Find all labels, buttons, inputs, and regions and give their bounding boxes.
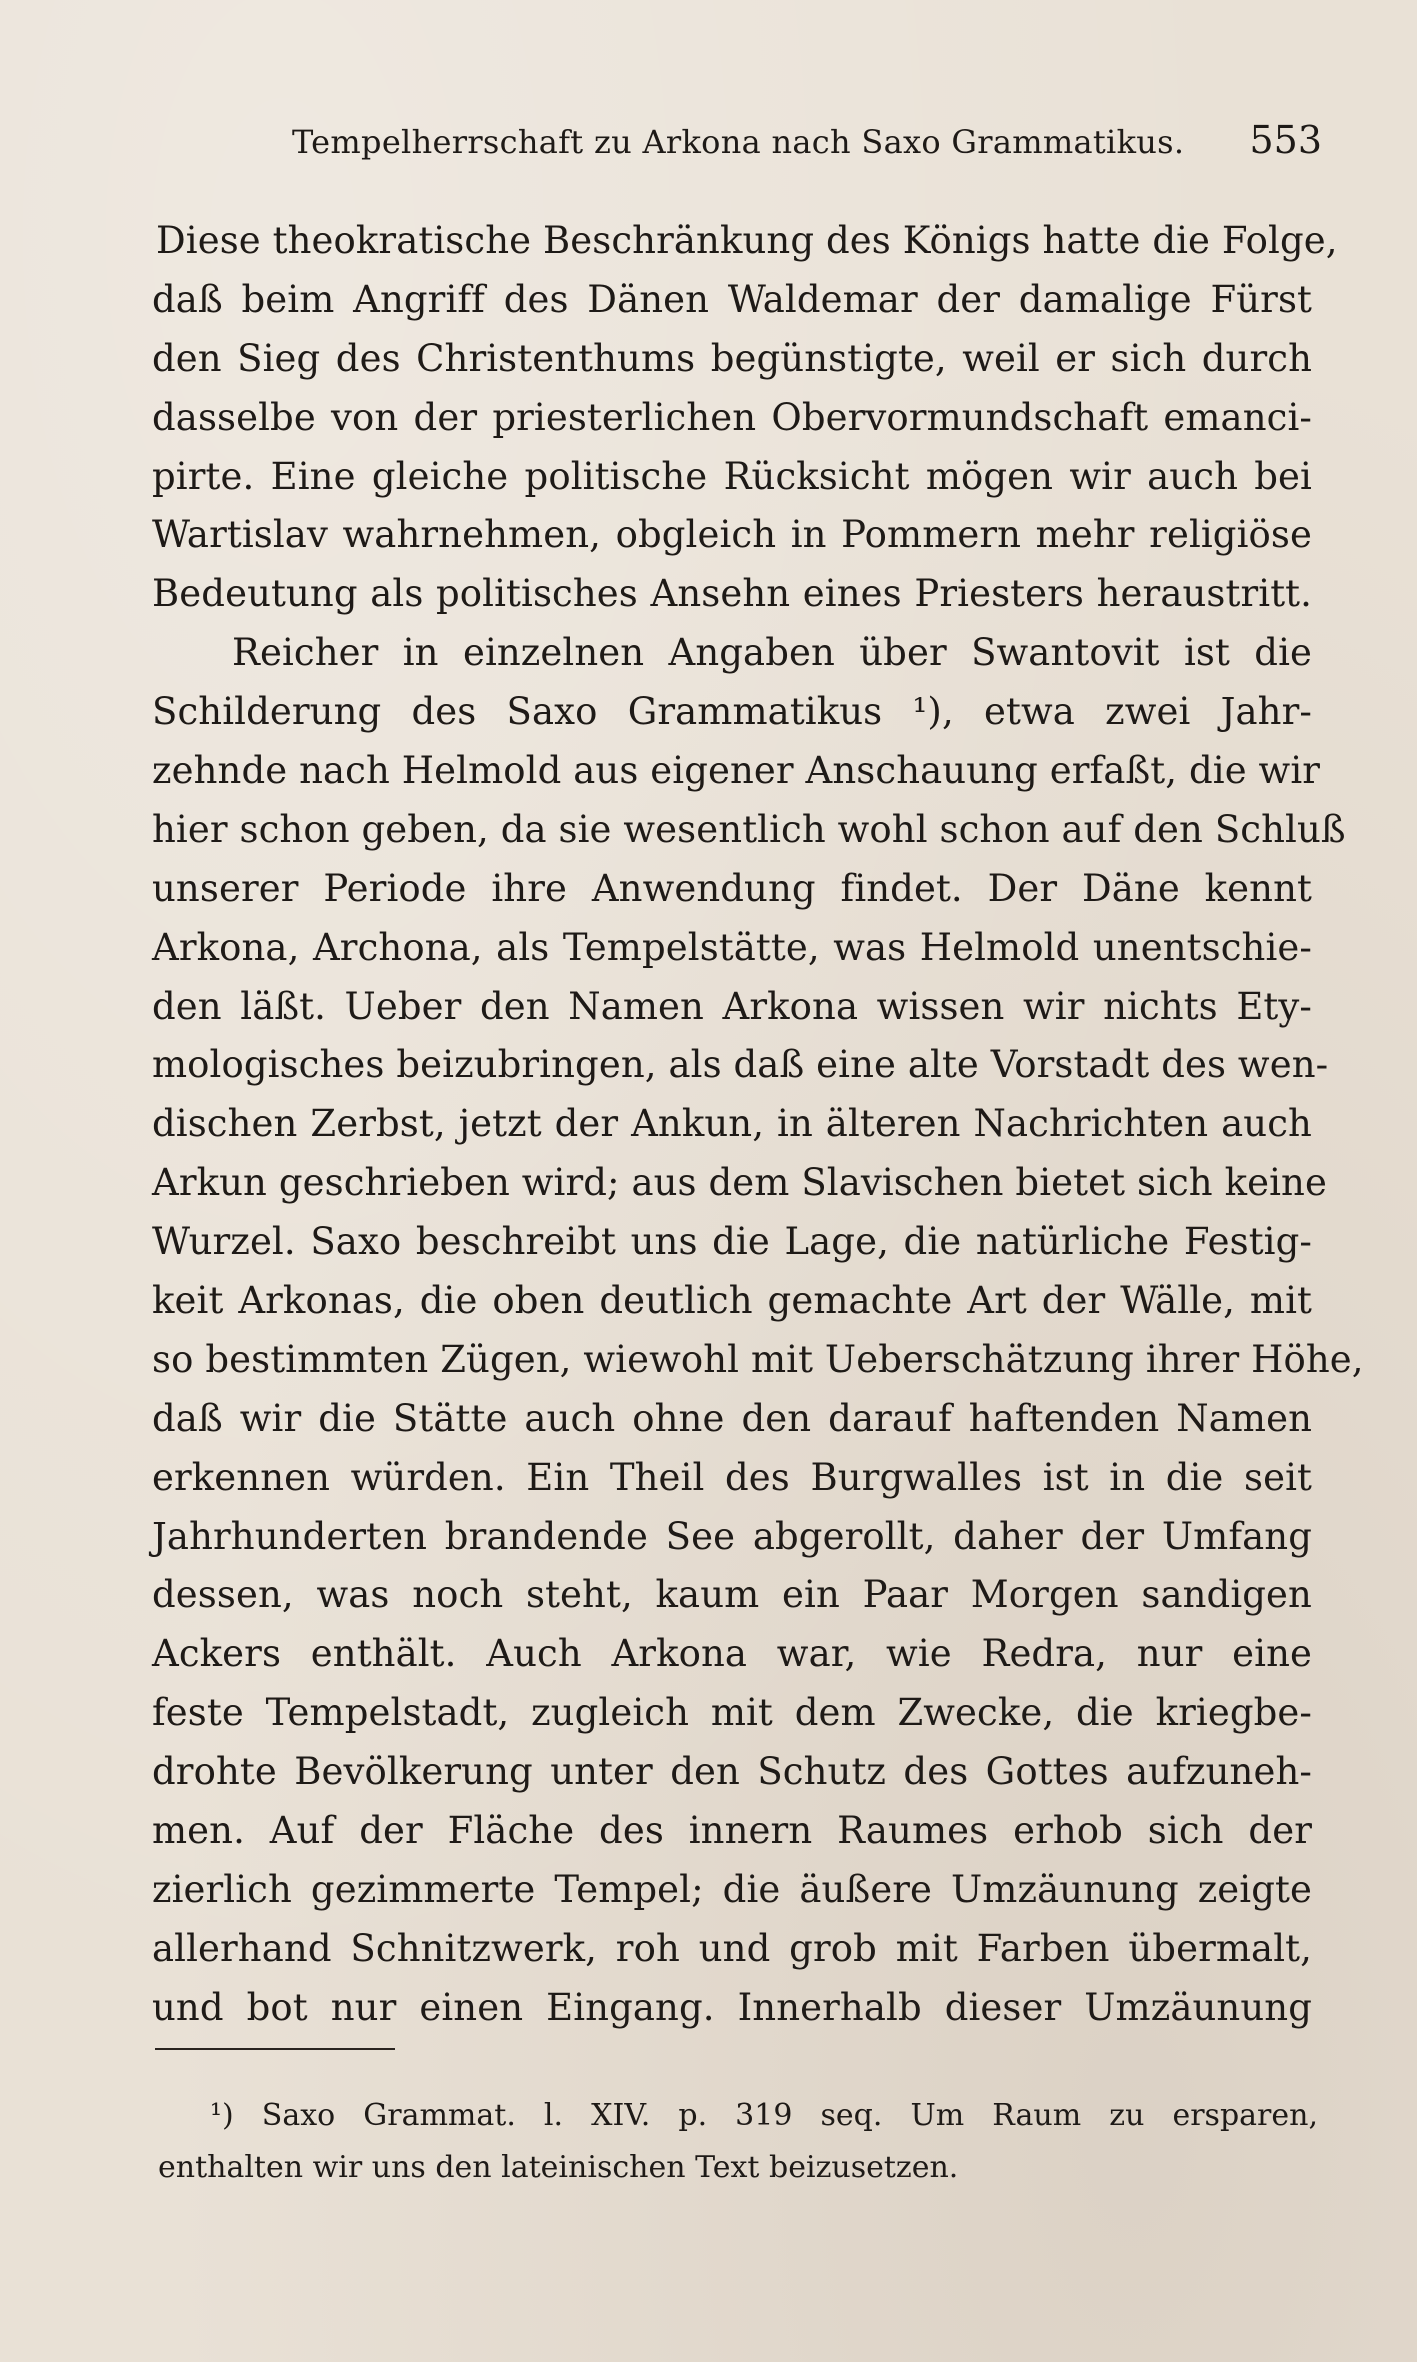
text-line: Wartislav wahrnehmen, obgleich in Pommern mehr religiöse (152, 513, 1312, 557)
text-line: Arkun geschrieben wird; aus dem Slavischen bietet sich keine (152, 1161, 1327, 1205)
text-line: hier schon geben, da sie wesentlich wohl schon auf den Schluß (152, 807, 1346, 851)
text-line: Arkona, Archona, als Tempelstätte, was Helmold unentschie- (152, 925, 1312, 969)
text-line: erkennen würden. Ein Theil des Burgwalles ist in die seit (152, 1455, 1312, 1499)
text-line: zierlich gezimmerte Tempel; die äußere Umzäunung zeigte (152, 1867, 1312, 1911)
footnote-divider (155, 2048, 395, 2050)
text-line: den Sieg des Christenthums begünstigte, weil er sich durch (152, 336, 1312, 380)
text-line: den läßt. Ueber den Namen Arkona wissen wir nichts Ety- (152, 984, 1312, 1028)
text-line: Bedeutung als politisches Ansehn eines Priesters heraustritt. (152, 572, 1312, 616)
footnotes (158, 2090, 1318, 2194)
body-text (152, 212, 1364, 2038)
text-line: unserer Periode ihre Anwendung findet. Der Däne kennt (152, 866, 1312, 910)
text-line: dasselbe von der priesterlichen Obervormundschaft emanci- (152, 395, 1312, 439)
text-line: feste Tempelstadt, zugleich mit dem Zwecke, die kriegbe- (152, 1691, 1312, 1735)
text-line: mologisches beizubringen, als daß eine alte Vorstadt des wen- (152, 1043, 1329, 1087)
text-line: Ackers enthält. Auch Arkona war, wie Redra, nur eine (152, 1632, 1312, 1676)
footnote-line: enthalten wir uns den lateinischen Text beizusetzen. (158, 2150, 959, 2185)
text-line: Schilderung des Saxo Grammatikus ¹), etwa zwei Jahr- (152, 690, 1312, 734)
text-line: drohte Bevölkerung unter den Schutz des Gottes aufzuneh- (152, 1750, 1312, 1794)
footnote-line: ¹) Saxo Grammat. l. XIV. p. 319 seq. Um Raum zu ersparen, (210, 2098, 1318, 2133)
text-line: keit Arkonas, die oben deutlich gemachte Art der Wälle, mit (152, 1279, 1312, 1323)
text-line: Jahrhunderten brandende See abgerollt, daher der Umfang (152, 1514, 1312, 1558)
text-line: Diese theokratische Beschränkung des Königs hatte die Folge, (156, 219, 1338, 262)
text-line: pirte. Eine gleiche politische Rücksicht mögen wir auch bei (152, 454, 1312, 498)
text-line: dessen, was noch steht, kaum ein Paar Morgen sandigen (152, 1573, 1312, 1617)
page-header (292, 118, 1322, 178)
text-line: so bestimmten Zügen, wiewohl mit Ueberschätzung ihrer Höhe, (152, 1337, 1364, 1381)
text-line: Wurzel. Saxo beschreibt uns die Lage, die natürliche Festig- (152, 1220, 1312, 1264)
text-line: daß wir die Stätte auch ohne den darauf haftenden Namen (152, 1396, 1312, 1440)
text-line: allerhand Schnitzwerk, roh und grob mit Farben übermalt, (152, 1926, 1312, 1970)
text-line: zehnde nach Helmold aus eigener Anschauung erfaßt, die wir (152, 749, 1321, 793)
text-line: dischen Zerbst, jetzt der Ankun, in älteren Nachrichten auch (152, 1102, 1312, 1146)
running-title: Tempelherrschaft zu Arkona nach Saxo Grammatikus. (292, 123, 1185, 161)
text-line: daß beim Angriff des Dänen Waldemar der damalige Fürst (152, 277, 1312, 321)
text-line: men. Auf der Fläche des innern Raumes erhob sich der (152, 1809, 1312, 1853)
text-line: und bot nur einen Eingang. Innerhalb dieser Umzäunung (152, 1985, 1312, 2029)
text-line: Reicher in einzelnen Angaben über Swantovit ist die (232, 631, 1312, 675)
page-number: 553 (1249, 118, 1322, 162)
